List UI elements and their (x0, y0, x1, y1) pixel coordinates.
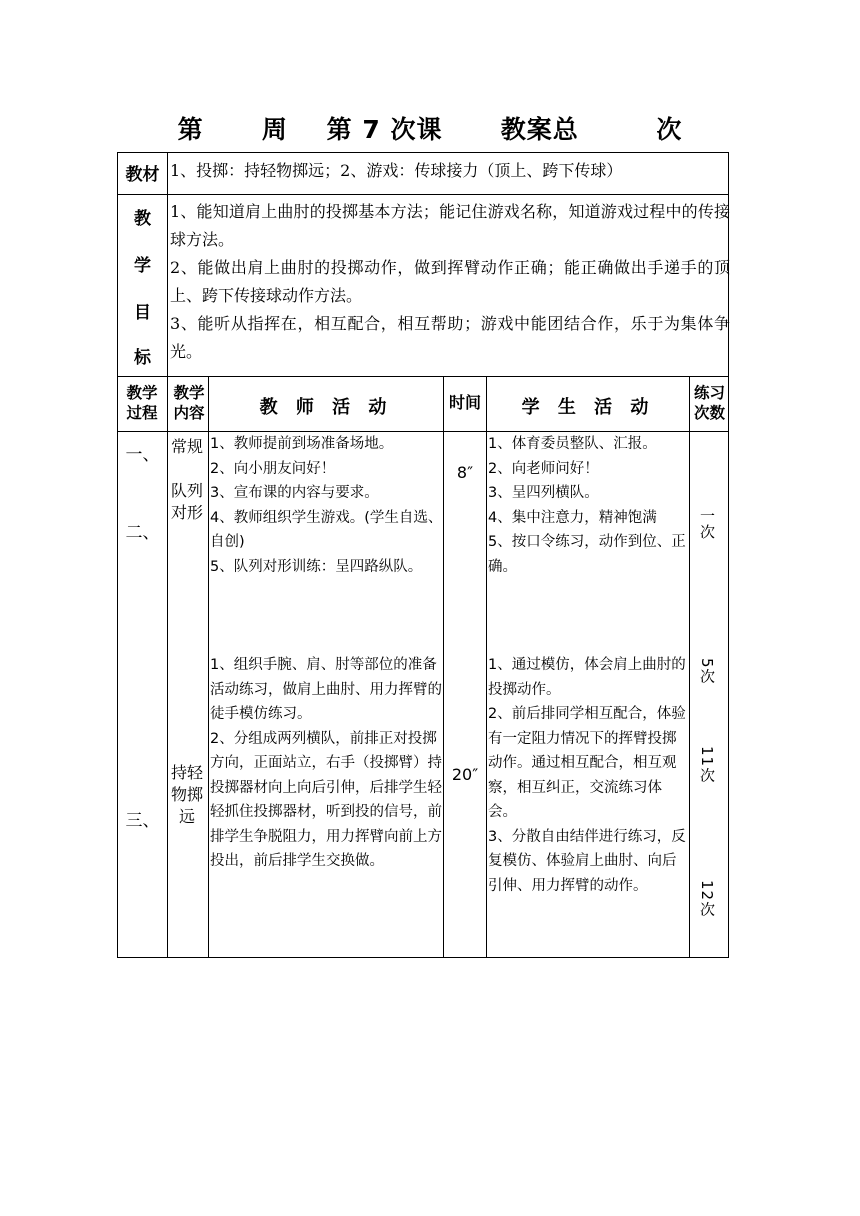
student-step: 2、前后排同学相互配合，体验有一定阻力情况下的挥臂投掷动作。通过相互配合，相互观察，相互纠正，交流练习体会。 (488, 706, 686, 820)
section2-teacher (210, 653, 443, 874)
goals-label-char: 教 (134, 209, 151, 229)
header-practice: 练习次数 (693, 384, 725, 422)
goal-item: 3、能听从指挥在，相互配合，相互帮助；游戏中能团结合作，乐于为集体争光。 (170, 314, 730, 361)
teacher-step: 3、宣布课的内容与要求。 (210, 485, 379, 501)
col-divider (167, 376, 168, 958)
section1-practice: 一次 (698, 508, 716, 540)
teacher-step: 2、分组成两列横队，前排正对投掷方向，正面站立，右手（投掷臂）持投掷器材向上向后引伸，后排学生轻轻抓住投掷器材，听到投的信号，前排学生争脱阻力，用力挥臂向前上方投出，前后排学生交换做。 (210, 730, 442, 869)
section1-content: 常规 队列对形 (170, 437, 203, 522)
teacher-step: 1、教师提前到场准备场地。 (210, 436, 394, 452)
row-divider (117, 194, 729, 195)
goals-content (170, 198, 730, 366)
student-step: 5、按口令练习，动作到位、正确。 (488, 534, 686, 575)
goal-item: 2、能做出肩上曲肘的投掷动作，做到挥臂动作正确；能正确做出手递手的顶上、跨下传接球动作方法。 (170, 258, 730, 305)
col-divider (689, 376, 690, 958)
section2-student (488, 653, 689, 898)
teacher-step: 5、队列对形训练：呈四路纵队。 (210, 558, 423, 575)
process-step-1: 一、 (125, 445, 160, 465)
material-content: 1、投掷：持轻物掷远；2、游戏：传球接力（顶上、跨下传球） (170, 161, 623, 180)
student-step: 4、集中注意力，精神饱满 (488, 509, 657, 526)
practice-count: 12次 (698, 880, 716, 918)
col-divider (167, 152, 168, 376)
section2-content: 持轻物掷远 (170, 763, 203, 826)
practice-count: 5次 (698, 658, 716, 685)
header-time: 时间 (448, 393, 481, 412)
goals-label-char: 标 (134, 348, 151, 368)
goal-item: 1、能知道肩上曲肘的投掷基本方法；能记住游戏名称，知道游戏过程中的传接球方法。 (170, 202, 730, 249)
page-title: 第 周 第 7 次课 教案总 次 (177, 115, 683, 144)
student-step: 3、呈四列横队。 (488, 485, 599, 501)
section1-teacher (210, 432, 443, 579)
process-step-2: 二、 (125, 523, 160, 543)
teacher-step: 1、组织手腕、肩、肘等部位的准备活动练习，做肩上曲肘、用力挥臂的徒手模仿练习。 (210, 657, 442, 722)
header-student: 学 生 活 动 (521, 397, 655, 418)
teacher-step: 2、向小朋友问好！ (210, 460, 336, 477)
section1-time: 8″ (456, 463, 474, 482)
goals-label-char: 学 (134, 256, 151, 276)
student-step: 1、通过模仿，体会肩上曲肘的投掷动作。 (488, 657, 686, 698)
section1-student (488, 432, 689, 579)
teacher-step: 4、教师组织学生游戏。(学生自选、自创) (210, 509, 443, 550)
col-divider (486, 376, 487, 958)
goals-label-char: 目 (134, 303, 151, 323)
col-divider (208, 376, 209, 958)
process-step-3: 三、 (125, 811, 160, 831)
section2-time: 20″ (451, 765, 479, 784)
header-teacher: 教 师 活 动 (259, 397, 393, 418)
student-step: 1、体育委员整队、汇报。 (488, 436, 657, 452)
header-content: 教学内容 (173, 384, 205, 422)
header-process: 教学过程 (126, 384, 158, 422)
student-step: 3、分散自由结伴进行练习，反复模仿、体验肩上曲肘、向后引伸、用力挥臂的动作。 (488, 828, 686, 894)
student-step: 2、向老师问好！ (488, 460, 599, 477)
practice-count: 11次 (698, 746, 716, 784)
material-label: 教材 (125, 165, 160, 185)
